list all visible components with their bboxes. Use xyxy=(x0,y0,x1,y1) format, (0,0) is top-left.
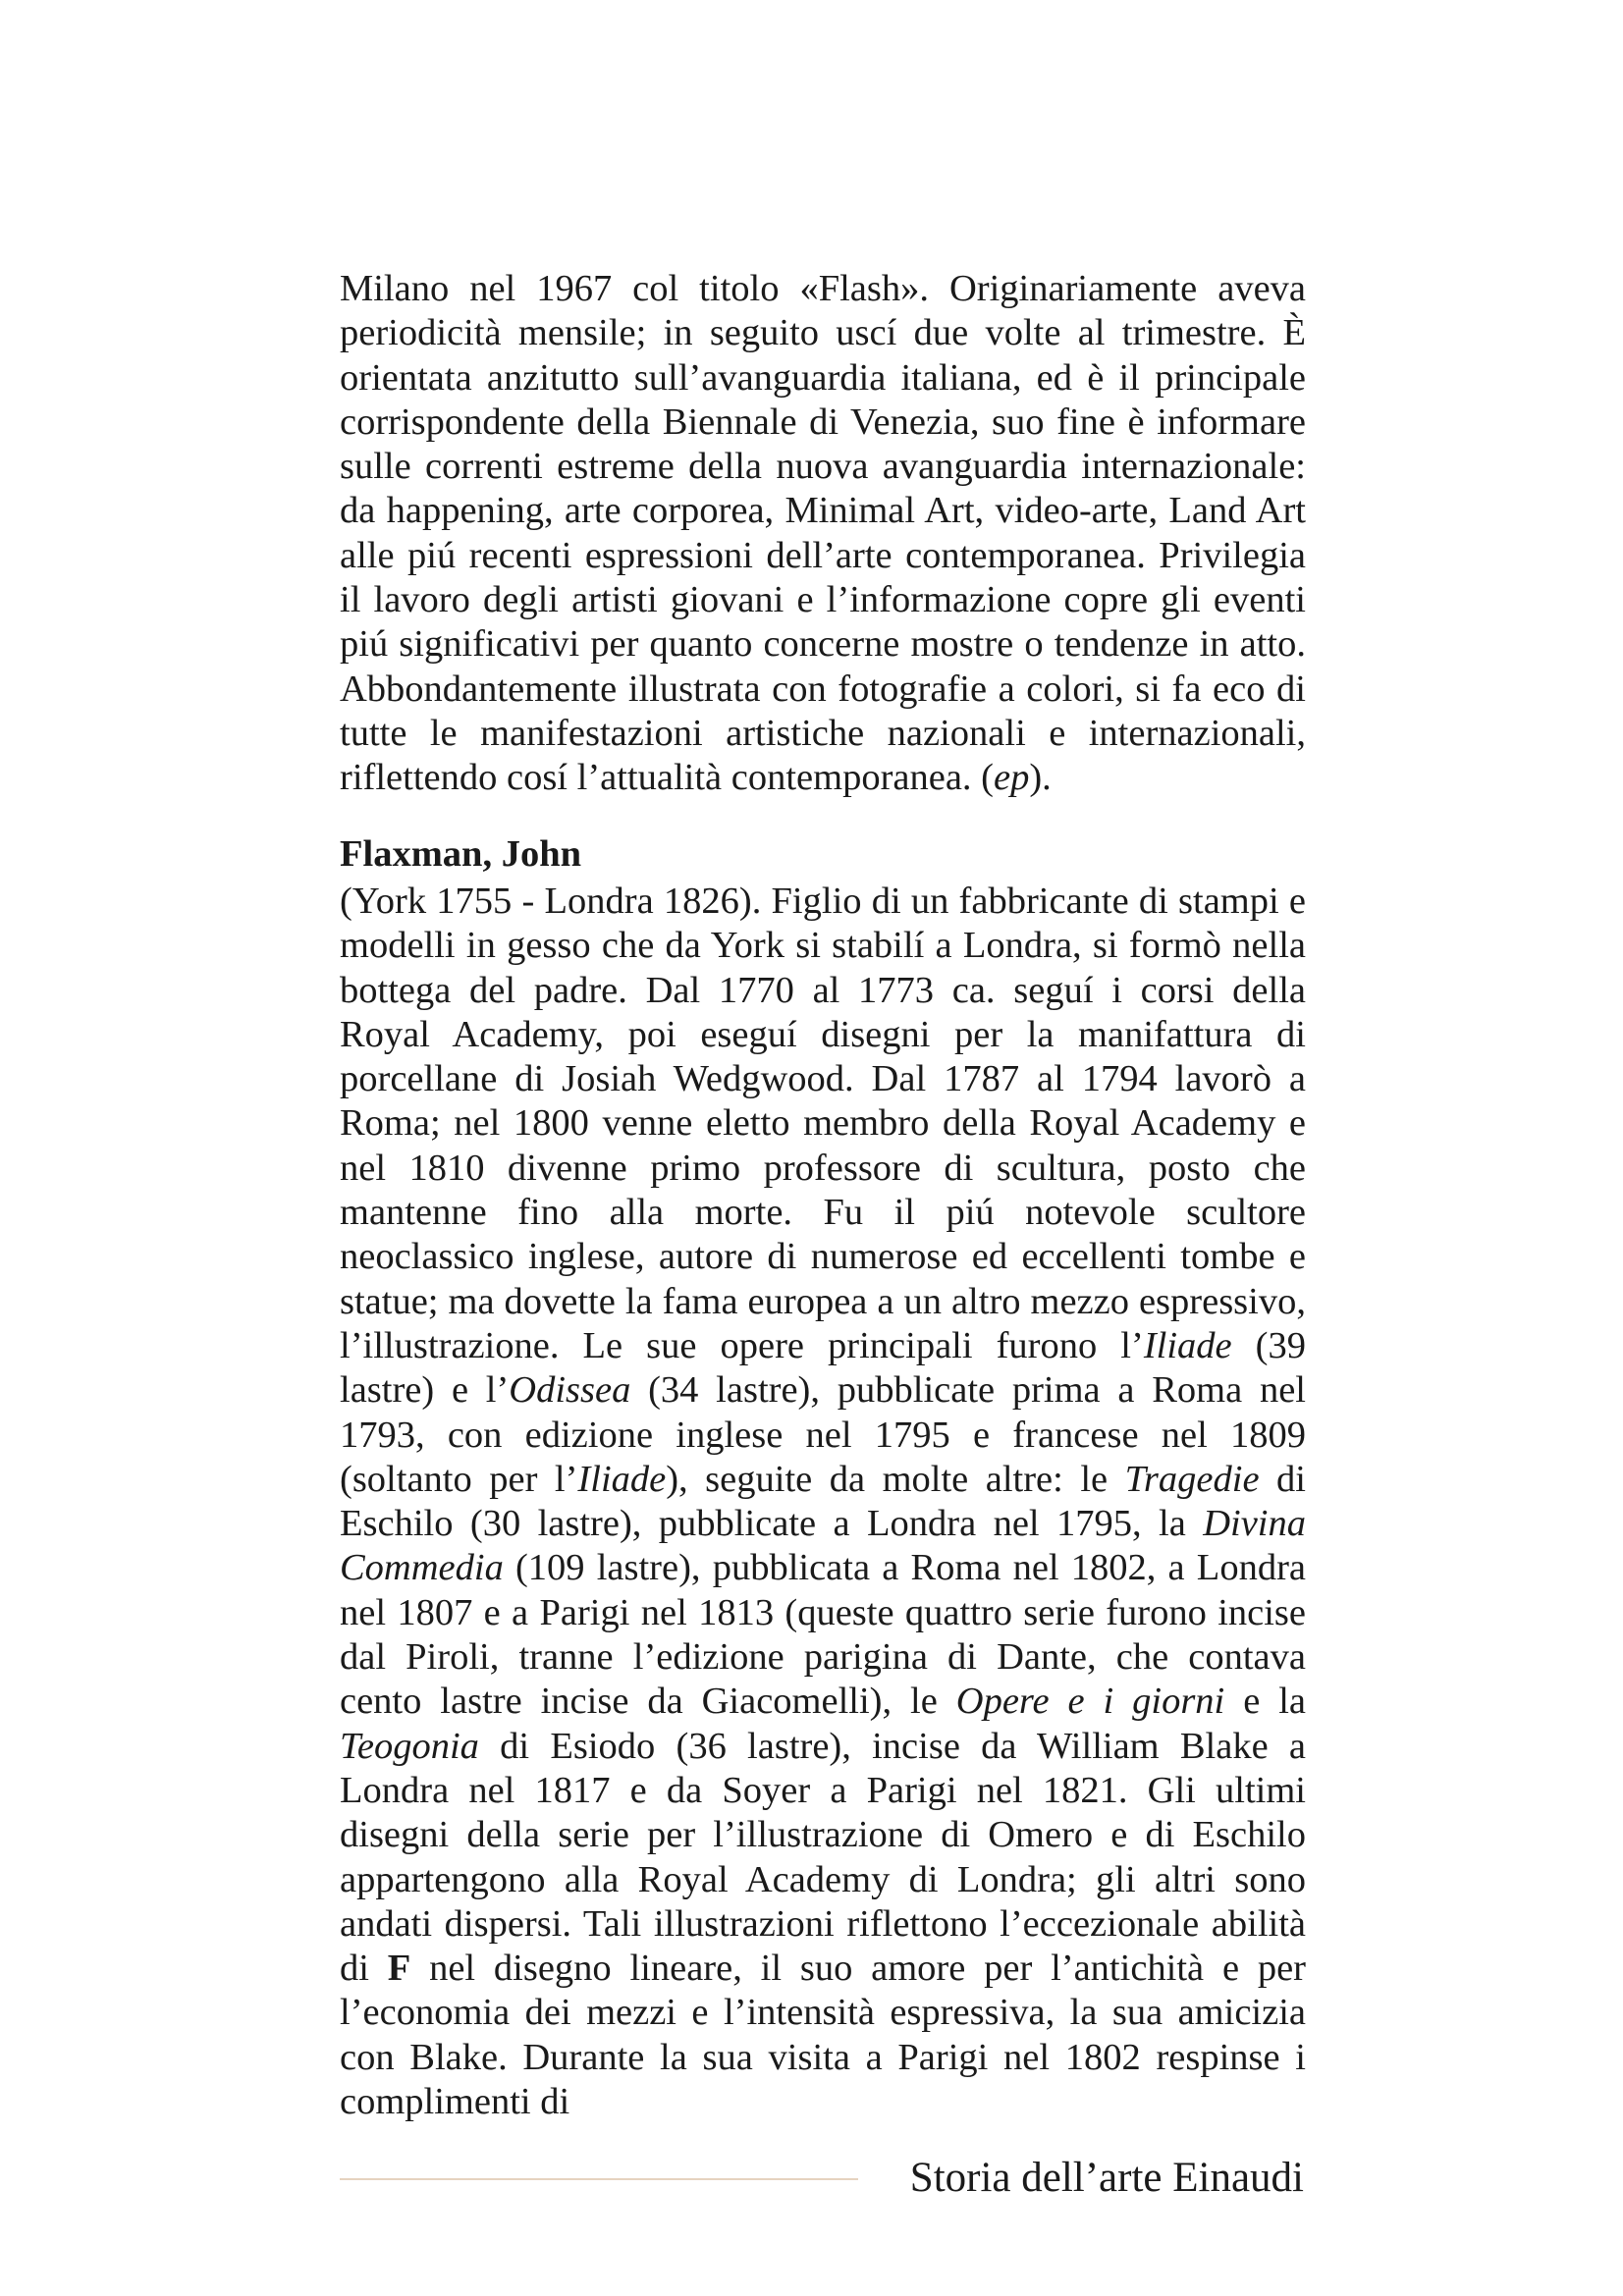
flaxman-entry-paragraph xyxy=(340,880,1306,2124)
flaxman-seg-7: e la xyxy=(1224,1681,1307,1723)
flash-art-closing: ). xyxy=(1029,757,1052,799)
flaxman-seg-5: di Eschilo (30 lastre), pubblicate a Londra nel 1795, la xyxy=(340,1458,1306,1545)
flash-art-text xyxy=(340,267,1306,801)
flaxman-seg-2: (39 lastre) e l’ xyxy=(340,1324,1307,1412)
work-title-opere-e-giorni: Opere e i giorni xyxy=(955,1681,1225,1723)
work-title-divina-commedia: Divina Commedia xyxy=(340,1503,1306,1589)
flaxman-seg-1: (York 1755 - Londra 1826). Figlio di un fabbricante di stampi e modelli in gesso che da York si stabilí a Londra, si formò nella bottega del padre. Dal 1770 al 1773 ca. seguí i corsi della Royal Academy, poi eseguí disegni per la manifattura di porcellane di Josiah Wedgwood. Dal 1787 al 1794 lavorò a Roma; nel 1800 venne eletto membro della Royal Academy e nel 1810 divenne primo professore di scultura, posto che mantenne fino alla morte. Fu il piú notevole scultore neoclassico inglese, autore di numerose ed eccellenti tombe e statue; ma dovette la fama europea a un altro mezzo espressivo, l’illustrazione. Le sue opere principali furono l’ xyxy=(340,881,1306,1366)
work-title-odissea: Odissea xyxy=(509,1369,631,1412)
footer-rule xyxy=(340,2178,858,2180)
flaxman-seg-8: di Esiodo (36 lastre), incise da William Blake a Londra nel 1817 e da Soyer a Parigi nel 1821. Gli ultimi disegni della serie per l’illustrazione di Omero e di Eschilo appartengono alla Royal Academy di Londra; gli altri sono andati dispersi. Tali illustrazioni riflettono l’eccezionale abilità di xyxy=(340,1725,1306,1990)
entry-abbreviation-f: F xyxy=(387,1948,411,1990)
flaxman-seg-4: ), seguite da molte altre: le xyxy=(666,1458,1125,1500)
work-title-teogonia: Teogonia xyxy=(340,1725,479,1767)
entry-title-flaxman: Flaxman, John xyxy=(340,833,582,875)
footer-title: Storia dell’arte Einaudi xyxy=(909,2155,1304,2201)
flash-art-body: Milano nel 1967 col titolo «Flash». Originariamente aveva periodicità mensile; in seguito uscí due volte al trimestre. È orientata anzitutto sull’avanguardia italiana, ed è il principale corrispondente della Biennale di Venezia, suo fine è informare sulle correnti estreme della nuova avanguardia internazionale: da happening, arte corporea, Minimal Art, video-arte, Land Art alle piú recenti espressioni dell’arte contemporanea. Privilegia il lavoro degli artisti giovani e l’informazione copre gli eventi piú significativi per quanto concerne mostre o tendenze in atto. Abbondantemente illustrata con fotografie a colori, si fa eco di tutte le manifestazioni artistiche nazionali e internazionali, riflettendo cosí l’attualità contemporanea. ( xyxy=(340,268,1306,799)
work-title-iliade-2: Iliade xyxy=(577,1458,667,1500)
flaxman-seg-9: nel disegno lineare, il suo amore per l’antichità e per l’economia dei mezzi e l’intensità espressiva, la sua amicizia con Blake. Durante la sua visita a Parigi nel 1802 respinse i complimenti di xyxy=(340,1948,1306,2123)
flaxman-text xyxy=(340,880,1306,2124)
flaxman-seg-3: (34 lastre), pubblicate prima a Roma nel 1793, con edizione inglese nel 1795 e francese nel 1809 (soltanto per l’ xyxy=(340,1369,1306,1500)
work-title-tragedie: Tragedie xyxy=(1124,1458,1260,1500)
author-initials: ep xyxy=(994,757,1030,799)
flaxman-seg-6: (109 lastre), pubblicata a Roma nel 1802, a Londra nel 1807 e a Parigi nel 1813 (queste quattro serie furono incise dal Piroli, tranne l’edizione parigina di Dante, che contava cento lastre incise da Giacomelli), le xyxy=(340,1547,1306,1723)
work-title-iliade: Iliade xyxy=(1143,1324,1232,1366)
flash-art-entry-paragraph xyxy=(340,267,1306,801)
